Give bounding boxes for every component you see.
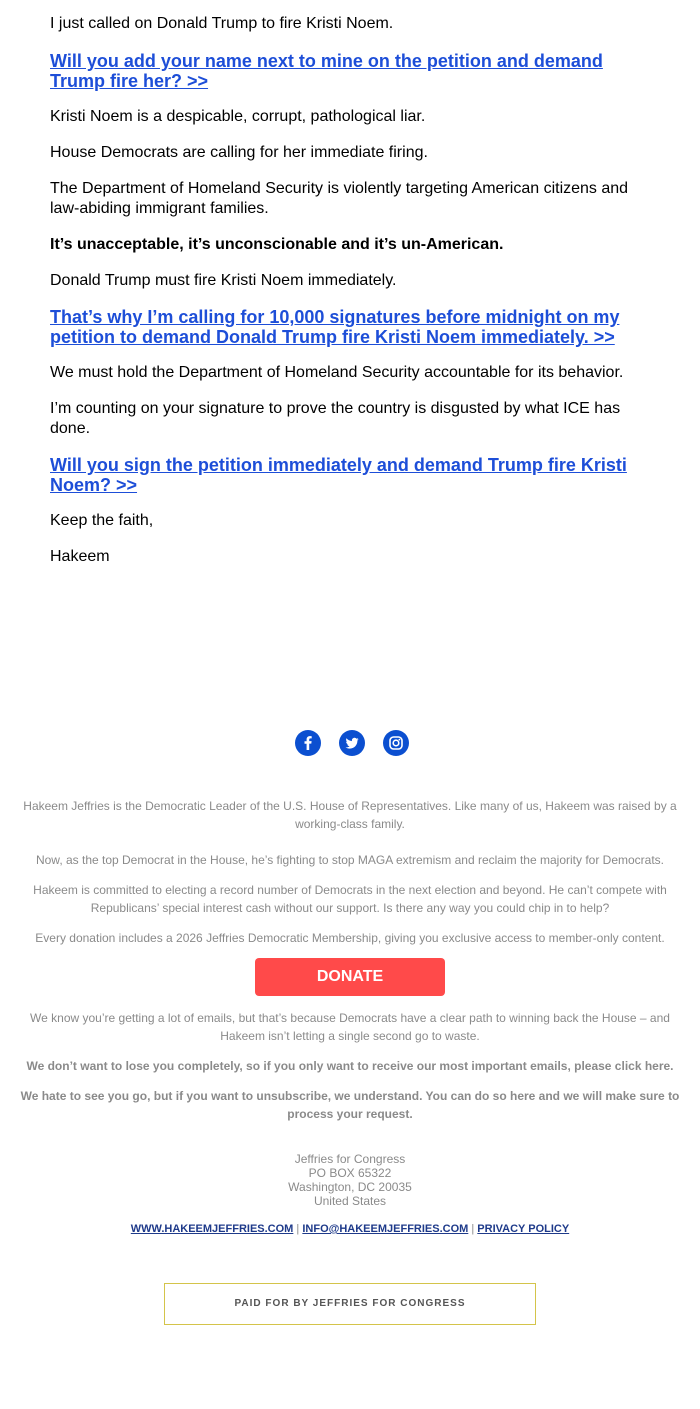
website-link[interactable]: WWW.HAKEEMJEFFRIES.COM [130, 1223, 294, 1235]
footer-paragraph: We know you’re getting a lot of emails, but that’s because Democrats have a clear path to winning back the House – and Hakeem isn’t letting a single second go to waste. [30, 1011, 670, 1043]
body-paragraph: The Department of Homeland Security is violently targeting American citizens and law-abiding immigrant families. [50, 180, 629, 217]
emphasis-paragraph: It’s unacceptable, it’s unconscionable and it’s un-American. [50, 236, 504, 253]
petition-link-3[interactable]: Will you sign the petition immediately and demand Trump fire Kristi Noem? >> [50, 455, 627, 495]
signoff: Keep the faith, [50, 512, 154, 529]
footer-paragraph: Every donation includes a 2026 Jeffries Democratic Membership, giving you exclusive access to member-only content. [35, 931, 665, 945]
address-line: Washington, DC 20035 [288, 1180, 412, 1194]
email-link[interactable]: INFO@HAKEEMJEFFRIES.COM [302, 1223, 469, 1235]
important-emails-link[interactable]: We don’t want to lose you completely, so if you only want to receive our most important emails, please click here. [26, 1059, 674, 1073]
twitter-icon[interactable] [339, 730, 365, 756]
body-paragraph: We must hold the Department of Homeland Security accountable for its behavior. [50, 364, 624, 381]
address-line: United States [313, 1194, 387, 1208]
address-line: Jeffries for Congress [294, 1152, 406, 1166]
footer-paragraph: Now, as the top Democrat in the House, he’s fighting to stop MAGA extremism and reclaim the majority for Democrats. [35, 853, 665, 867]
mailing-address [0, 1152, 700, 1208]
signature: Hakeem [50, 548, 110, 565]
link-separator: | [296, 1223, 300, 1235]
footer-paragraph: Hakeem is committed to electing a record number of Democrats in the next election and beyond. He can’t compete with Republicans’ special interest cash without our support. Is there any way you could chip in to help? [33, 883, 667, 915]
petition-link-1[interactable]: Will you add your name next to mine on the petition and demand Trump fire her? >> [50, 51, 603, 91]
body-paragraph: Kristi Noem is a despicable, corrupt, pathological liar. [50, 108, 426, 125]
footer-links [0, 1222, 700, 1236]
intro-paragraph: I just called on Donald Trump to fire Kristi Noem. [50, 15, 394, 32]
body-paragraph: I’m counting on your signature to prove the country is disgusted by what ICE has done. [50, 400, 621, 437]
body-paragraph: Donald Trump must fire Kristi Noem immediately. [50, 272, 397, 289]
privacy-policy-link[interactable]: PRIVACY POLICY [477, 1223, 570, 1235]
paid-for-disclaimer: PAID FOR BY JEFFRIES FOR CONGRESS [164, 1283, 536, 1325]
footer-paragraph: Hakeem Jeffries is the Democratic Leader of the U.S. House of Representatives. Like many of us, Hakeem was raised by a working-class family. [23, 799, 677, 831]
social-links [0, 730, 700, 756]
facebook-icon[interactable] [295, 730, 321, 756]
link-separator: | [471, 1223, 475, 1235]
donate-button[interactable]: DONATE [255, 958, 445, 996]
instagram-icon[interactable] [383, 730, 409, 756]
petition-link-2[interactable]: That’s why I’m calling for 10,000 signatures before midnight on my petition to demand Donald Trump fire Kristi Noem immediately. >> [50, 307, 620, 347]
address-line: PO BOX 65322 [308, 1166, 392, 1180]
body-paragraph: House Democrats are calling for her immediate firing. [50, 144, 428, 161]
unsubscribe-link[interactable]: We hate to see you go, but if you want to unsubscribe, we understand. You can do so here and we will make sure to process your request. [20, 1089, 680, 1121]
